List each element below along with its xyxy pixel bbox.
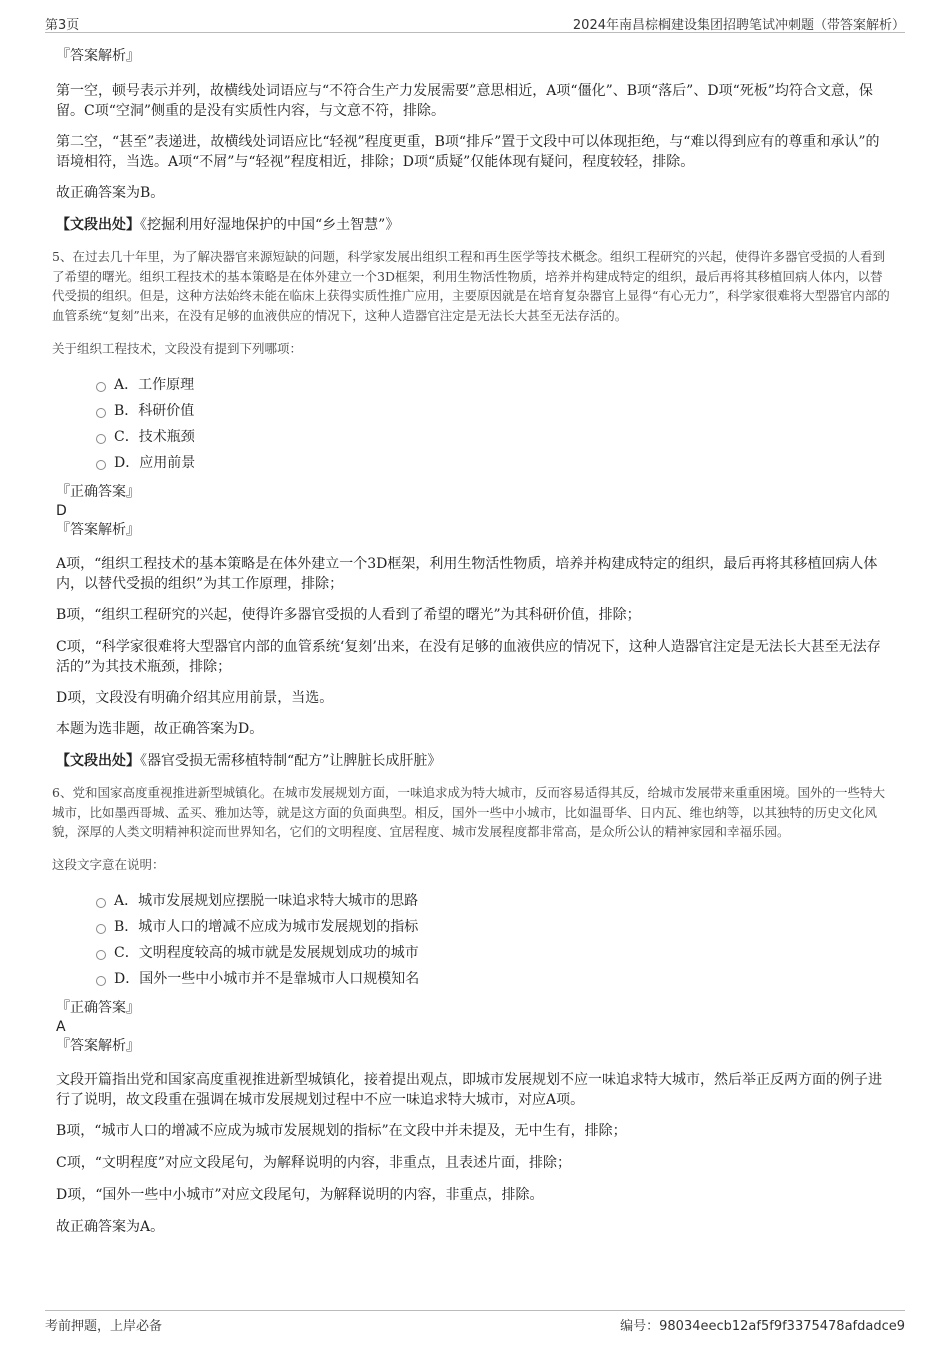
correct-answer-label: 『正确答案』	[56, 999, 140, 1016]
option-list	[56, 372, 892, 476]
radio-icon[interactable]	[96, 898, 106, 908]
analysis-paragraph: C项，“科学家很难将大型器官内部的血管系统‘复刻’出来，在没有足够的血液供应的情况下，这种人造器官注定是无法长大甚至无法存活的”为其技术瓶颈，排除；	[56, 639, 881, 675]
analysis-paragraph: B项，“城市人口的增减不应成为城市发展规划的指标”在文段中并未提及，无中生有，排除；	[56, 1122, 627, 1139]
source-text: 《挖掘利用好湿地保护的中国“乡土智慧”》	[140, 217, 400, 233]
question-prompt: 这段文字意在说明：	[52, 856, 165, 872]
correct-answer-label: 『正确答案』	[56, 484, 140, 500]
analysis-paragraph: D项，“国外一些中小城市”对应文段尾句，为解释说明的内容，非重点，排除。	[56, 1186, 544, 1203]
option-d[interactable]: D．应用前景	[96, 450, 892, 476]
radio-icon[interactable]	[96, 950, 106, 960]
option-d[interactable]: D．国外一些中小城市并不是靠城市人口规模知名	[96, 966, 892, 992]
option-a[interactable]: A．城市发展规划应摆脱一味追求特大城市的思路	[96, 888, 892, 914]
option-list	[56, 888, 892, 992]
page-footer	[45, 1310, 905, 1333]
page-header	[45, 12, 905, 33]
analysis-paragraph: C项，“文明程度”对应文段尾句，为解释说明的内容，非重点，且表述片面，排除；	[56, 1154, 572, 1171]
analysis-paragraph: D项，文段没有明确介绍其应用前景，当选。	[56, 690, 334, 706]
document-id: 编号：98034eecb12af5f9f3375478afdadce9	[620, 1319, 905, 1334]
source-text: 《器官受损无需移植特制“配方”让脾脏长成肝脏》	[140, 753, 442, 769]
source-label: 【文段出处】	[56, 753, 140, 769]
analysis-conclusion: 故正确答案为B。	[56, 185, 165, 201]
footer-slogan: 考前押题，上岸必备	[45, 1319, 163, 1334]
question-text: 5、在过去几十年里，为了解决器官来源短缺的问题，科学家发展出组织工程和再生医学等技术概念。组织工程研究的兴起，使得许多器官受损的人看到了希望的曙光。组织工程技术的基本策略是在体外建立一个3D框架，利用生物活性物质，培养并构建成特定的组织，最后再将其移植回病人体内，以替代受损的组织。但是，这种方法始终未能在临床上获得实质性推广应用，主要原因就是在培育复杂器官上显得“有心无力”，科学家很难将大型器官内部的血管系统“复刻”出来，在没有足够的血液供应的情况下，这种人造器官注定是无法长大甚至无法存活的。	[52, 249, 890, 323]
source-line	[56, 215, 892, 235]
source-line	[56, 751, 892, 771]
radio-icon[interactable]	[96, 976, 106, 986]
correct-answer: D	[56, 503, 67, 519]
option-b[interactable]: B．城市人口的增减不应成为城市发展规划的指标	[96, 914, 892, 940]
option-a[interactable]: A．工作原理	[96, 372, 892, 398]
analysis-conclusion: 本题为选非题，故正确答案为D。	[56, 721, 264, 737]
analysis-label: 『答案解析』	[56, 48, 140, 64]
analysis-paragraph: 第一空，顿号表示并列，故横线处词语应与“不符合生产力发展需要”意思相近，A项“僵化”、B项“落后”、D项“死板”均符合文意，保留。C项“空洞”侧重的是没有实质性内容，与文意不符，排除。	[56, 83, 873, 119]
analysis-conclusion: 故正确答案为A。	[56, 1218, 165, 1235]
option-c[interactable]: C．文明程度较高的城市就是发展规划成功的城市	[96, 940, 892, 966]
analysis-label: 『答案解析』	[56, 522, 140, 538]
radio-icon[interactable]	[96, 460, 106, 470]
radio-icon[interactable]	[96, 408, 106, 418]
analysis-label: 『答案解析』	[56, 1037, 140, 1054]
analysis-paragraph: A项，“组织工程技术的基本策略是在体外建立一个3D框架，利用生物活性物质，培养并构建成特定的组织，最后再将其移植回病人体内，以替代受损的组织”为其工作原理，排除；	[56, 556, 878, 592]
analysis-paragraph: 文段开篇指出党和国家高度重视推进新型城镇化，接着提出观点，即城市发展规划不应一味追求特大城市，然后举正反两方面的例子进行了说明，故文段重在强调在城市发展规划过程中不应一味追求特大城市，对应A项。	[56, 1071, 882, 1108]
radio-icon[interactable]	[96, 924, 106, 934]
option-c[interactable]: C．技术瓶颈	[96, 424, 892, 450]
source-label: 【文段出处】	[56, 217, 140, 233]
radio-icon[interactable]	[96, 382, 106, 392]
page-number: 第3页	[45, 18, 80, 33]
page-content	[52, 44, 892, 1237]
analysis-paragraph: B项，“组织工程研究的兴起，使得许多器官受损的人看到了希望的曙光”为其科研价值，排除；	[56, 607, 641, 623]
radio-icon[interactable]	[96, 434, 106, 444]
option-b[interactable]: B．科研价值	[96, 398, 892, 424]
correct-answer: A	[56, 1018, 66, 1035]
analysis-paragraph: 第二空，“甚至”表递进，故横线处词语应比“轻视”程度更重，B项“排斥”置于文段中可以体现拒绝，与“难以得到应有的尊重和承认”的语境相符，当选。A项“不屑”与“轻视”程度相近，排除；D项“质疑”仅能体现有疑问，程度较轻，排除。	[56, 134, 880, 170]
question-text: 6、党和国家高度重视推进新型城镇化。在城市发展规划方面，一味追求成为特大城市，反而容易适得其反，给城市发展带来重重困境。国外的一些特大城市，比如墨西哥城、孟买、雅加达等，就是这方面的负面典型。相反，国外一些中小城市，比如温哥华、日内瓦、维也纳等，以其独特的历史文化风貌，深厚的人类文明精神积淀而世界知名，它们的文明程度、宜居程度、城市发展程度都非常高，是众所公认的精神家园和幸福乐园。	[52, 785, 885, 839]
question-prompt: 关于组织工程技术，文段没有提到下列哪项：	[52, 341, 303, 356]
document-title: 2024年南昌棕榈建设集团招聘笔试冲刺题（带答案解析）	[572, 18, 905, 33]
